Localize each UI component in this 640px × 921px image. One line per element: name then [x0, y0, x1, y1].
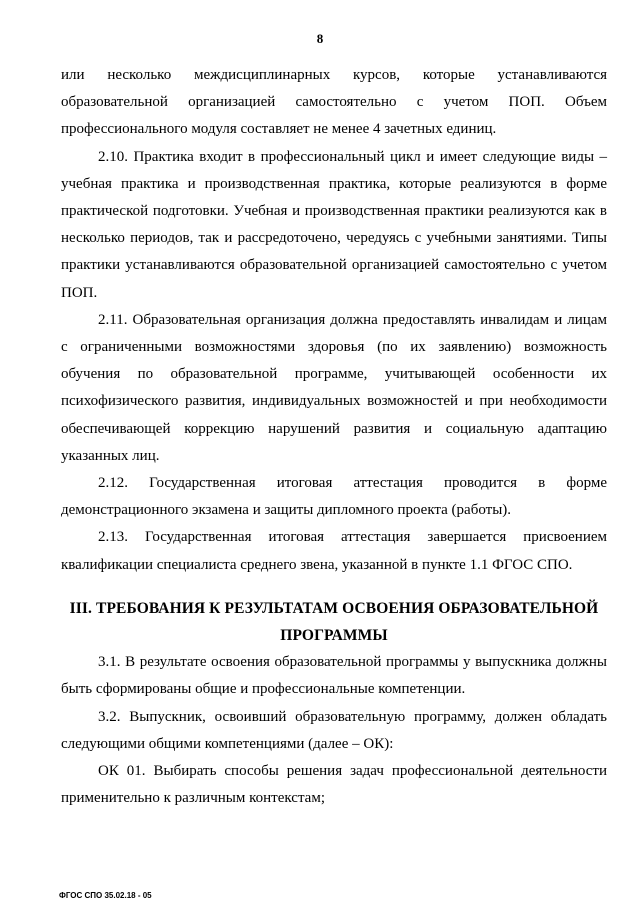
section-heading: III. ТРЕБОВАНИЯ К РЕЗУЛЬТАТАМ ОСВОЕНИЯ ОБРАЗОВАТЕЛЬНОЙ ПРОГРАММЫ [69, 599, 599, 645]
paragraph-ok-01: ОК 01. Выбирать способы решения задач профессиональной деятельности применительно к различным контекстам; [61, 763, 607, 807]
paragraph-2-11: 2.11. Образовательная организация должна предоставлять инвалидам и лицам с ограниченными возможностями здоровья (по их заявлению) возможность обучения по образовательной программе, учитывающей особенности их психофизического развития, индивидуальных возможностей и при необходимости обеспечивающей коррекцию нарушений развития и социальную адаптацию указанных лиц. [61, 311, 607, 464]
paragraph-3-2: 3.2. Выпускник, освоивший образовательную программу, должен обладать следующими общими компетенциями (далее – ОК): [61, 708, 607, 752]
paragraph-2-10: 2.10. Практика входит в профессиональный цикл и имеет следующие виды – учебная практика и производственная практика, которые реализуются в форме практической подготовки. Учебная и производственная практики реализуются как в несколько периодов, так и рассредоточено, чередуясь с учебными занятиями. Типы практики устанавливаются образовательной организацией самостоятельно с учетом ПОП. [61, 148, 607, 301]
page-number: 8 [316, 31, 324, 46]
document-body [61, 62, 607, 812]
document-code-footer: ФГОС СПО 35.02.18 - 05 [59, 891, 152, 900]
paragraph-3-1: 3.1. В результате освоения образовательной программы у выпускника должны быть сформированы общие и профессиональные компетенции. [61, 654, 607, 698]
paragraph-2-12: 2.12. Государственная итоговая аттестация проводится в форме демонстрационного экзамена и защиты дипломного проекта (работы). [61, 475, 607, 519]
paragraph-2-13: 2.13. Государственная итоговая аттестация завершается присвоением квалификации специалиста среднего звена, указанной в пункте 1.1 ФГОС СПО. [61, 529, 607, 573]
paragraph-continuation: или несколько междисциплинарных курсов, которые устанавливаются образовательной организацией самостоятельно с учетом ПОП. Объем профессионального модуля составляет не менее 4 зачетных единиц. [61, 67, 607, 138]
